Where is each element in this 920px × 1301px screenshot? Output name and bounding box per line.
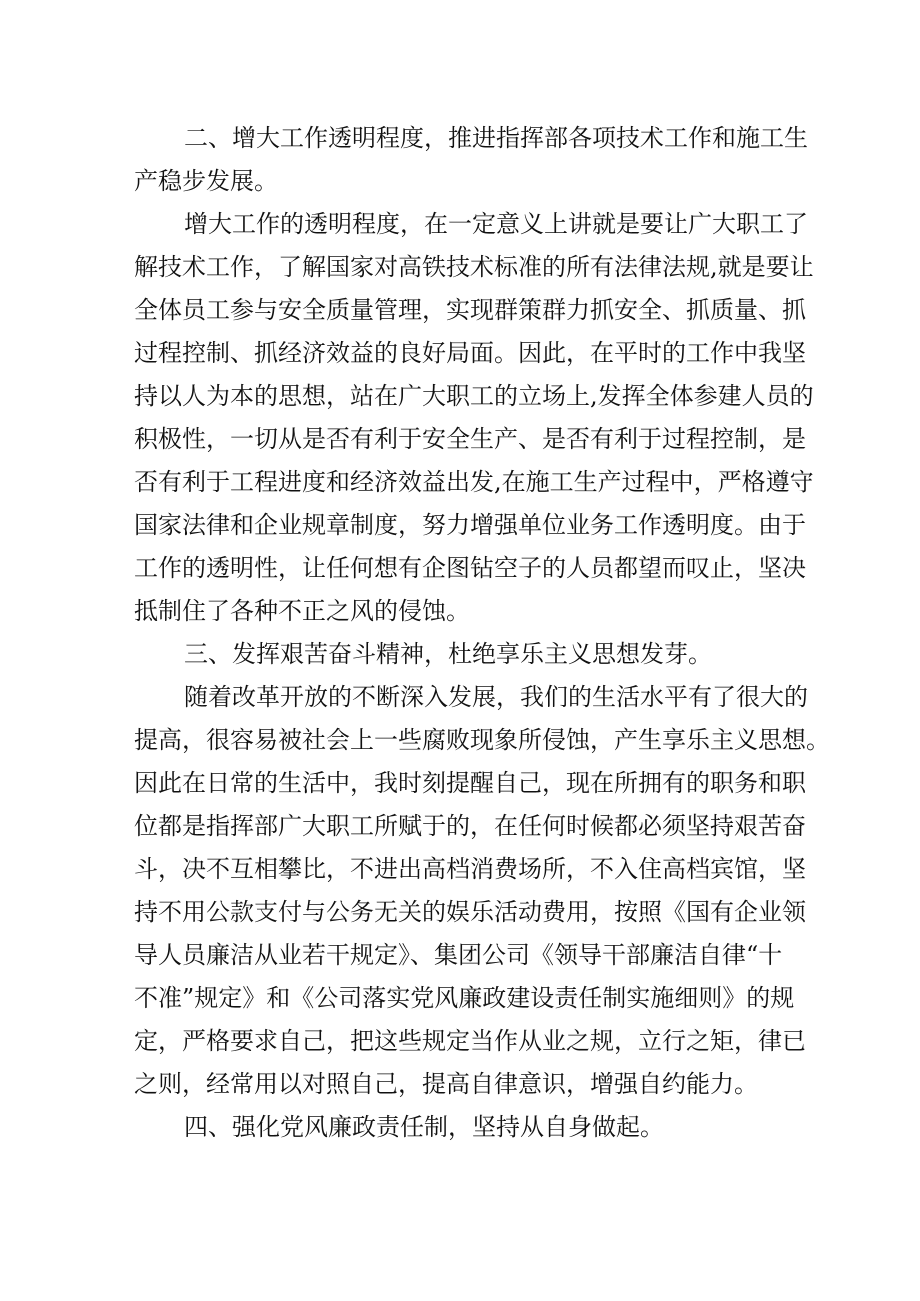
- text-line-content: 不准”规定》和《公司落实党风廉政建设责任制实施细则》的规: [134, 984, 795, 1012]
- text-line-content: 提高，很容易被社会上一些腐败现象所侵蚀，产生享乐主义思想。: [134, 726, 830, 754]
- text-line: [0, 1103, 920, 1151]
- text-line-content: 积极性，一切从是否有利于安全生产、是否有利于过程控制，是: [134, 425, 806, 453]
- text-line: [0, 630, 920, 678]
- text-line-content: 产稳步发展。: [134, 167, 278, 195]
- text-line-content: 斗，决不互相攀比，不进出高档消费场所，不入住高档宾馆，坚: [134, 855, 806, 883]
- text-line: [0, 114, 920, 162]
- text-line: [0, 544, 920, 592]
- text-line-content: 国家法律和企业规章制度，努力增强单位业务工作透明度。由于: [134, 511, 806, 539]
- text-line: [0, 286, 920, 334]
- text-line: [0, 157, 920, 205]
- text-line-content: 二、增大工作透明程度，推进指挥部各项技术工作和施工生: [184, 124, 808, 152]
- text-line-content: 过程控制、抓经济效益的良好局面。因此，在平时的工作中我坚: [134, 339, 806, 367]
- text-line-content: 因此在日常的生活中，我时刻提醒自己，现在所拥有的职务和职: [134, 769, 806, 797]
- text-line: [0, 372, 920, 420]
- text-line: [0, 1060, 920, 1108]
- text-line-content: 抵制住了各种不正之风的侵蚀。: [134, 597, 470, 625]
- text-line-content: 持不用公款支付与公务无关的娱乐活动费用，按照《国有企业领: [134, 898, 806, 926]
- text-line: [0, 243, 920, 291]
- text-line: [0, 501, 920, 549]
- text-line: [0, 587, 920, 635]
- text-line-content: 定，严格要求自己，把这些规定当作从业之规，立行之矩，律已: [134, 1027, 806, 1055]
- text-line: [0, 802, 920, 850]
- text-line: [0, 845, 920, 893]
- text-line-content: 持以人为本的思想，站在广大职工的立场上,发挥全体参建人员的: [134, 382, 814, 410]
- text-line-content: 三、发挥艰苦奋斗精神，杜绝享乐主义思想发芽。: [184, 640, 712, 668]
- text-line: [0, 931, 920, 979]
- text-line: [0, 974, 920, 1022]
- text-line-content: 全体员工参与安全质量管理，实现群策群力抓安全、抓质量、抓: [134, 296, 806, 324]
- text-line: [0, 759, 920, 807]
- text-line-content: 增大工作的透明程度，在一定意义上讲就是要让广大职工了: [184, 210, 808, 238]
- text-line-content: 工作的透明性，让任何想有企图钻空子的人员都望而叹止，坚决: [134, 554, 806, 582]
- text-line-content: 解技术工作，了解国家对高铁技术标准的所有法律法规,就是要让: [134, 253, 814, 281]
- text-line-content: 随着改革开放的不断深入发展，我们的生活水平有了很大的: [184, 683, 808, 711]
- text-line: [0, 200, 920, 248]
- text-line-content: 否有利于工程进度和经济效益出发,在施工生产过程中，严格遵守: [134, 468, 814, 496]
- text-line: [0, 458, 920, 506]
- text-line: [0, 1017, 920, 1065]
- text-line: [0, 673, 920, 721]
- text-line: [0, 329, 920, 377]
- text-line: [0, 888, 920, 936]
- text-line-content: 之则，经常用以对照自己，提高自律意识，增强自约能力。: [134, 1070, 758, 1098]
- text-line-content: 位都是指挥部广大职工所赋于的，在任何时候都必须坚持艰苦奋: [134, 812, 806, 840]
- text-line: [0, 716, 920, 764]
- text-line: [0, 415, 920, 463]
- text-line-content: 四、强化党风廉政责任制，坚持从自身做起。: [184, 1113, 664, 1141]
- text-line-content: 导人员廉洁从业若干规定》、集团公司《领导干部廉洁自律“十: [134, 941, 783, 969]
